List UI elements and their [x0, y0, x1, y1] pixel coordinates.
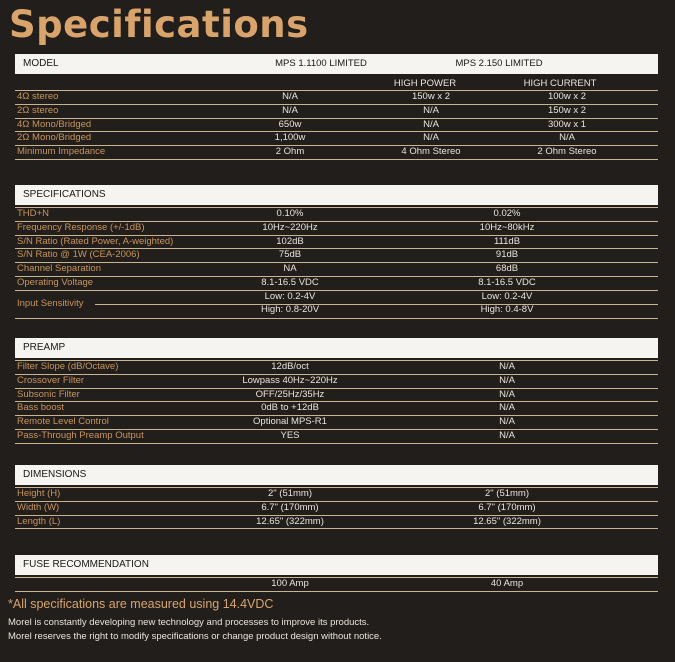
- cell-b: 2" (51mm): [484, 488, 530, 499]
- specifications-header-bar: [15, 185, 658, 205]
- cell-a: N/A: [282, 104, 298, 116]
- model-subhead: [15, 77, 658, 90]
- table-row: [15, 389, 658, 403]
- preamp-rows: [15, 360, 658, 444]
- table-row: [15, 402, 658, 416]
- model-header-bar: [15, 54, 658, 74]
- cell-a: 2 Ohm: [275, 146, 305, 158]
- cell-b: 91dB: [495, 249, 519, 261]
- model-section: [15, 54, 658, 160]
- table-row: [15, 277, 658, 291]
- cell-b1: N/A: [423, 118, 439, 130]
- table-row: [15, 146, 658, 160]
- cell-b: 0.02%: [493, 208, 521, 219]
- specifications-section: [15, 185, 658, 319]
- row-label: Remote Level Control: [17, 416, 109, 428]
- cell-b: 12.65" (322mm): [473, 515, 541, 527]
- cell-a: 12dB/oct: [271, 361, 309, 372]
- cell-a-high: High: 0.8-20V: [260, 303, 320, 315]
- table-row: [15, 207, 658, 222]
- cell-a: OFF/25Hz/35Hz: [255, 388, 325, 400]
- specifications-header: SPECIFICATIONS: [23, 189, 106, 200]
- row-label: Minimum Impedance: [17, 146, 106, 158]
- table-row: [15, 360, 658, 375]
- model-header: MODEL: [23, 58, 59, 69]
- row-label: 2Ω stereo: [17, 104, 59, 116]
- table-row: [15, 375, 658, 389]
- cell-b1: 150w x 2: [411, 91, 451, 102]
- model-b-name: MPS 2.150 LIMITED: [455, 58, 543, 69]
- dimensions-header-bar: [15, 465, 658, 485]
- table-row: [15, 502, 658, 516]
- fuse-b: 40 Amp: [490, 578, 524, 589]
- rights-note: Morel reserves the right to modify specifications or change product design without notice.: [8, 631, 382, 642]
- cell-a: 1,100w: [274, 132, 306, 144]
- cell-b: N/A: [499, 402, 515, 414]
- row-label: 4Ω stereo: [17, 91, 59, 102]
- fuse-header-bar: [15, 555, 658, 575]
- table-row: [15, 516, 658, 530]
- cell-b1: 4 Ohm Stereo: [401, 146, 461, 158]
- row-label: Filter Slope (dB/Octave): [17, 361, 119, 372]
- fuse-header: FUSE RECOMMENDATION: [23, 559, 149, 570]
- cell-a: N/A: [282, 91, 298, 102]
- row-label: S/N Ratio @ 1W (CEA-2006): [17, 249, 140, 261]
- row-label: Pass-Through Preamp Output: [17, 429, 144, 441]
- page-title: Specifications: [9, 3, 309, 46]
- cell-a: 0.10%: [276, 208, 304, 219]
- cell-a: Lowpass 40Hz~220Hz: [242, 374, 338, 386]
- cell-b2: 300w x 1: [547, 118, 587, 130]
- row-label: 2Ω Mono/Bridged: [17, 132, 92, 144]
- cell-b1: N/A: [423, 104, 439, 116]
- cell-a: Optional MPS-R1: [253, 416, 327, 428]
- preamp-header-bar: [15, 338, 658, 358]
- input-sensitivity-row: [15, 291, 658, 319]
- cell-a: 650w: [278, 118, 302, 130]
- preamp-header: PREAMP: [23, 342, 66, 353]
- cell-b: 8.1-16.5 VDC: [478, 276, 536, 288]
- cell-b: N/A: [499, 429, 515, 441]
- cell-b: N/A: [499, 374, 515, 386]
- cell-b2: 100w x 2: [547, 91, 587, 102]
- cell-b2: 2 Ohm Stereo: [537, 146, 597, 158]
- cell-b: 6.7" (170mm): [478, 501, 536, 513]
- cell-a: 75dB: [278, 249, 302, 261]
- sub-high-power: HIGH POWER: [393, 78, 457, 89]
- row-label: Frequency Response (+/-1dB): [17, 221, 145, 233]
- cell-b: N/A: [499, 416, 515, 428]
- cell-a: 6.7" (170mm): [261, 501, 319, 513]
- cell-b-high: High: 0.4-8V: [480, 303, 534, 315]
- table-row: [15, 263, 658, 277]
- row-label: Subsonic Filter: [17, 388, 80, 400]
- cell-b2: N/A: [559, 132, 575, 144]
- sub-high-current: HIGH CURRENT: [523, 78, 597, 89]
- cell-a: 10Hz~220Hz: [262, 221, 318, 233]
- cell-a: YES: [280, 429, 300, 441]
- table-row: [15, 416, 658, 430]
- dimensions-section: [15, 465, 658, 529]
- measurement-note: *All specifications are measured using 14.4VDC: [8, 597, 274, 611]
- fuse-a: 100 Amp: [271, 578, 309, 589]
- table-row: [15, 249, 658, 263]
- row-label: Input Sensitivity: [17, 297, 84, 309]
- table-row: [15, 105, 658, 119]
- row-label: Height (H): [17, 488, 61, 499]
- row-label: Channel Separation: [17, 263, 101, 275]
- cell-b: N/A: [499, 388, 515, 400]
- model-a-name: MPS 1.1100 LIMITED: [275, 58, 367, 69]
- row-label: S/N Ratio (Rated Power, A-weighted): [17, 235, 174, 247]
- row-label: Length (L): [17, 515, 61, 527]
- cell-b: 10Hz~80kHz: [479, 221, 535, 233]
- table-row: [15, 222, 658, 236]
- cell-b1: N/A: [423, 132, 439, 144]
- table-row: [15, 90, 658, 105]
- cell-a: NA: [283, 263, 297, 275]
- cell-a: 8.1-16.5 VDC: [261, 276, 319, 288]
- cell-a: 0dB to +12dB: [261, 402, 319, 414]
- row-label: Crossover Filter: [17, 374, 85, 386]
- row-label: Width (W): [17, 501, 60, 513]
- cell-b-low: Low: 0.2-4V: [481, 290, 533, 302]
- cell-b: N/A: [499, 361, 515, 372]
- preamp-section: [15, 338, 658, 444]
- cell-a: 2" (51mm): [267, 488, 313, 499]
- row-label: Bass boost: [17, 402, 64, 414]
- dimensions-rows: [15, 487, 658, 529]
- table-row: [15, 119, 658, 133]
- row-label: 4Ω Mono/Bridged: [17, 118, 92, 130]
- fuse-section: [15, 555, 658, 592]
- cell-b: 111dB: [493, 235, 521, 247]
- model-rows: [15, 90, 658, 160]
- cell-a: 102dB: [276, 235, 304, 247]
- row-label: Operating Voltage: [17, 276, 94, 288]
- table-row: [15, 487, 658, 502]
- cell-b: 68dB: [495, 263, 519, 275]
- cell-b2: 150w x 2: [547, 104, 587, 116]
- table-row: [15, 132, 658, 146]
- cell-a: 12.65" (322mm): [256, 515, 324, 527]
- specifications-rows: [15, 207, 658, 291]
- fuse-row: [15, 577, 658, 592]
- table-row: [15, 430, 658, 444]
- cell-a-low: Low: 0.2-4V: [264, 290, 316, 302]
- dimensions-header: DIMENSIONS: [23, 469, 87, 480]
- table-row: [15, 236, 658, 250]
- development-note: Morel is constantly developing new technology and processes to improve its products.: [8, 617, 370, 628]
- row-label: THD+N: [17, 208, 49, 219]
